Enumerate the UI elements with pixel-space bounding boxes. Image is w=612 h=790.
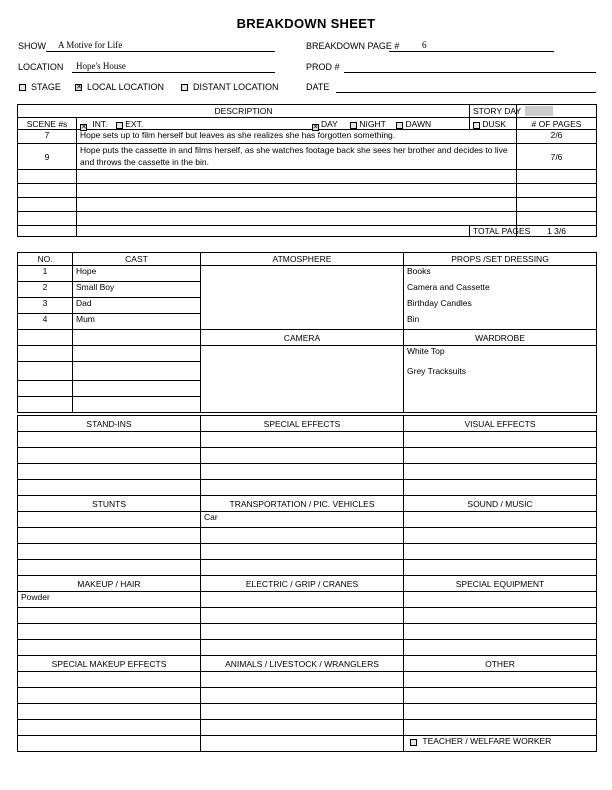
story-day-field[interactable] xyxy=(517,105,597,118)
cast-no[interactable]: 3 xyxy=(18,298,73,314)
show-underline xyxy=(46,51,275,52)
scene-pages[interactable]: 7/6 xyxy=(517,144,597,170)
dawn-label: DAWN xyxy=(405,118,432,129)
total-pages-value[interactable]: 1 3/6 xyxy=(517,226,597,237)
dusk-cell xyxy=(470,118,517,130)
special-equipment-header: SPECIAL EQUIPMENT xyxy=(404,576,597,592)
day-checkbox[interactable] xyxy=(312,124,319,131)
table-row xyxy=(18,198,597,212)
date-label: DATE xyxy=(306,82,330,92)
cast-table xyxy=(17,252,597,413)
dusk-label: DUSK xyxy=(482,118,507,129)
show-label: SHOW xyxy=(18,41,46,51)
table-row xyxy=(18,130,597,144)
table-row xyxy=(18,144,597,170)
night-label: NIGHT xyxy=(359,118,386,129)
prop-item[interactable]: Bin xyxy=(404,314,597,330)
location-underline xyxy=(72,72,275,73)
scene-number[interactable]: 9 xyxy=(18,144,77,170)
int-ext-day-header xyxy=(77,118,470,130)
prop-item[interactable]: Camera and Cassette xyxy=(404,282,597,298)
local-location-label: LOCAL LOCATION xyxy=(87,82,165,92)
makeup-item[interactable]: Powder xyxy=(18,592,201,608)
makeup-hair-header: MAKEUP / HAIR xyxy=(18,576,201,592)
breakdown-page-label: BREAKDOWN PAGE # xyxy=(306,41,400,51)
cast-name[interactable]: Dad xyxy=(73,298,201,314)
wardrobe-header: WARDROBE xyxy=(404,330,597,346)
sound-music-header: SOUND / MUSIC xyxy=(404,496,597,512)
total-row xyxy=(18,226,597,237)
scene-pages[interactable]: 2/6 xyxy=(517,130,597,144)
scene-number[interactable]: 7 xyxy=(18,130,77,144)
camera-area[interactable] xyxy=(201,346,404,413)
stage-checkbox[interactable] xyxy=(19,84,26,91)
stunts-header: STUNTS xyxy=(18,496,201,512)
description-header: DESCRIPTION xyxy=(18,105,470,118)
prod-label: PROD # xyxy=(306,62,340,72)
atmosphere-header: ATMOSPHERE xyxy=(201,253,404,266)
electric-grip-header: ELECTRIC / GRIP / CRANES xyxy=(201,576,404,592)
scene-table xyxy=(17,104,597,237)
distant-location-label: DISTANT LOCATION xyxy=(193,82,279,92)
stand-ins-header: STAND-INS xyxy=(18,416,201,432)
atmosphere-area[interactable] xyxy=(201,266,404,330)
pages-header: # OF PAGES xyxy=(517,118,597,130)
cast-name[interactable]: Hope xyxy=(73,266,201,282)
breakdown-page-value[interactable]: 6 xyxy=(422,40,427,50)
table-row xyxy=(18,170,597,184)
prop-item[interactable]: Birthday Candles xyxy=(404,298,597,314)
scene-no-header: SCENE #s xyxy=(18,118,77,130)
wardrobe-item[interactable]: White Top xyxy=(404,346,597,362)
no-header: NO. xyxy=(18,253,73,266)
ext-checkbox[interactable] xyxy=(116,122,123,129)
location-label: LOCATION xyxy=(18,62,64,72)
show-value[interactable]: A Motive for Life xyxy=(58,40,123,50)
ext-label: EXT. xyxy=(125,118,144,129)
cast-no[interactable]: 4 xyxy=(18,314,73,330)
cast-header: CAST xyxy=(73,253,201,266)
total-pages-label: TOTAL PAGES xyxy=(470,226,517,237)
scene-description[interactable]: Hope sets up to film herself but leaves as she realizes she has forgotten something. xyxy=(77,130,517,144)
dawn-checkbox[interactable] xyxy=(396,122,403,129)
camera-header: CAMERA xyxy=(201,330,404,346)
teacher-label: TEACHER / WELFARE WORKER xyxy=(422,736,552,746)
cast-no[interactable]: 1 xyxy=(18,266,73,282)
dusk-checkbox[interactable] xyxy=(473,122,480,129)
table-row xyxy=(18,184,597,198)
date-underline xyxy=(336,92,596,93)
sections-table xyxy=(17,415,597,752)
breakdown-page-underline xyxy=(389,51,554,52)
cast-no[interactable]: 2 xyxy=(18,282,73,298)
day-label: DAY xyxy=(320,118,338,129)
other-header: OTHER xyxy=(404,656,597,672)
local-location-checkbox[interactable] xyxy=(75,84,82,91)
scene-description[interactable]: Hope puts the cassette in and films herself, as she watches footage back she sees her brother and decides to live and throws the cassette in the bin. xyxy=(77,144,517,170)
table-row xyxy=(18,212,597,226)
distant-location-checkbox[interactable] xyxy=(181,84,188,91)
story-day-label: STORY DAY xyxy=(470,105,517,118)
page-title: BREAKDOWN SHEET xyxy=(236,16,376,31)
prop-item[interactable]: Books xyxy=(404,266,597,282)
location-value[interactable]: Hope's House xyxy=(76,61,126,71)
teacher-cell xyxy=(404,736,597,752)
transportation-header: TRANSPORTATION / PIC. VEHICLES xyxy=(201,496,404,512)
transportation-item[interactable]: Car xyxy=(201,512,404,528)
prod-underline xyxy=(344,72,596,73)
wardrobe-item[interactable]: Grey Tracksuits xyxy=(404,362,597,381)
cast-name[interactable]: Mum xyxy=(73,314,201,330)
props-header: PROPS /SET DRESSING xyxy=(404,253,597,266)
stage-label: STAGE xyxy=(31,82,61,92)
animals-header: ANIMALS / LIVESTOCK / WRANGLERS xyxy=(201,656,404,672)
teacher-checkbox[interactable] xyxy=(410,739,417,746)
special-makeup-header: SPECIAL MAKEUP EFFECTS xyxy=(18,656,201,672)
special-effects-header: SPECIAL EFFECTS xyxy=(201,416,404,432)
visual-effects-header: VISUAL EFFECTS xyxy=(404,416,597,432)
night-checkbox[interactable] xyxy=(350,122,357,129)
cast-name[interactable]: Small Boy xyxy=(73,282,201,298)
int-label: INT. xyxy=(92,118,108,129)
int-checkbox[interactable] xyxy=(80,124,87,131)
